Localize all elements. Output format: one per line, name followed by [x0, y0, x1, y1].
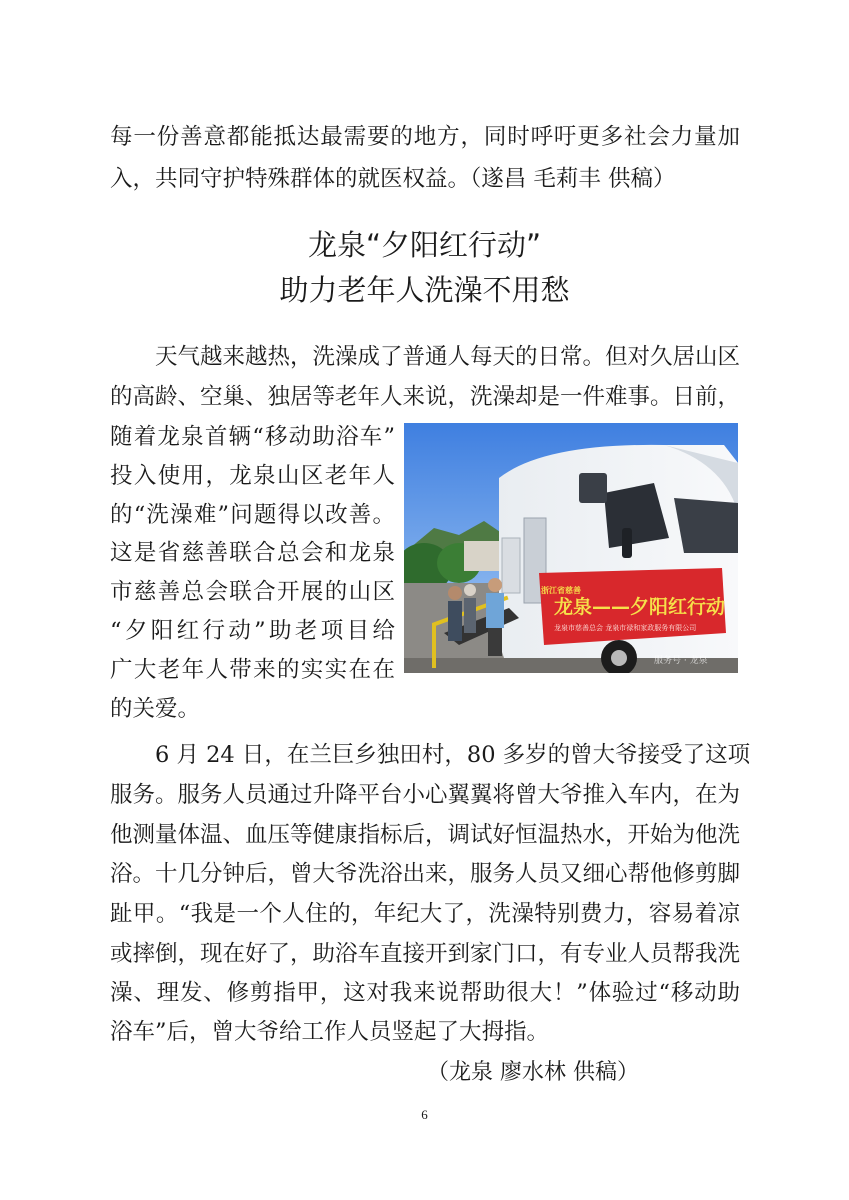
- para2-line-4: 浴。十几分钟后，曾大爷洗浴出来，服务人员又细心帮他修剪脚: [110, 861, 741, 887]
- page-number: 6: [421, 1107, 428, 1122]
- para1-wrap-line-8: 的关爱。: [110, 696, 201, 722]
- para1-wrap-line-2: 投入使用，龙泉山区老年人: [110, 463, 395, 489]
- article-title-line-2: 助力老年人洗澡不用愁: [279, 273, 570, 307]
- para1-wrap-line-3: 的“洗澡难”问题得以改善。: [110, 502, 395, 528]
- para2-line-1: 6 月 24 日，在兰巨乡独田村，80 多岁的曾大爷接受了这项: [155, 742, 751, 768]
- para2-line-2: 服务。服务人员通过升降平台小心翼翼将曾大爷推入车内，在为: [110, 782, 741, 808]
- para2-line-3: 他测量体温、血压等健康指标后，调试好恒温热水，开始为他洗: [110, 822, 741, 848]
- banner-sub-text: 龙泉市慈善总会 龙泉市禄和家政服务有限公司: [554, 624, 697, 632]
- banner-left-text: 浙江省慈善: [541, 586, 581, 595]
- para2-line-7: 澡、理发、修剪指甲，这对我来说帮助很大！”体验过“移动助: [110, 980, 740, 1006]
- para1-wrap-line-6: “夕阳红行动”助老项目给: [110, 618, 395, 644]
- para1-wrap-line-7: 广大老年人带来的实实在在: [110, 657, 395, 683]
- para1-wrap-line-4: 这是省慈善联合总会和龙泉: [110, 540, 395, 566]
- para2-line-8: 浴车”后，曾大爷给工作人员竖起了大拇指。: [110, 1019, 550, 1045]
- article-title-line-1: 龙泉“夕阳红行动”: [307, 228, 542, 262]
- para2-line-6: 或摔倒，现在好了，助浴车直接开到家门口，有专业人员帮我洗: [110, 941, 741, 967]
- para2-line-5: 趾甲。“我是一个人住的，年纪大了，洗澡特别费力，容易着凉: [110, 901, 740, 927]
- banner-main-text: 龙泉——夕阳红行动: [554, 596, 726, 618]
- para1-wrap-line-5: 市慈善总会联合开展的山区: [110, 579, 395, 605]
- para1-line-1: 天气越来越热，洗澡成了普通人每天的日常。但对久居山区: [155, 344, 741, 370]
- intro-line-2: 入，共同守护特殊群体的就医权益。（遂昌 毛莉丰 供稿）: [110, 166, 676, 192]
- intro-line-1: 每一份善意都能抵达最需要的地方，同时呼吁更多社会力量加: [110, 124, 740, 150]
- para1-wrap-line-1: 随着龙泉首辆“移动助浴车”: [110, 424, 395, 450]
- para1-line-2: 的高龄、空巢、独居等老年人来说，洗澡却是一件难事。日前，: [110, 384, 741, 410]
- mobile-bath-vehicle-photo: [404, 423, 738, 673]
- article-byline: （龙泉 廖水林 供稿）: [427, 1060, 639, 1085]
- photo-watermark: 服务号 · 龙泉: [654, 656, 708, 666]
